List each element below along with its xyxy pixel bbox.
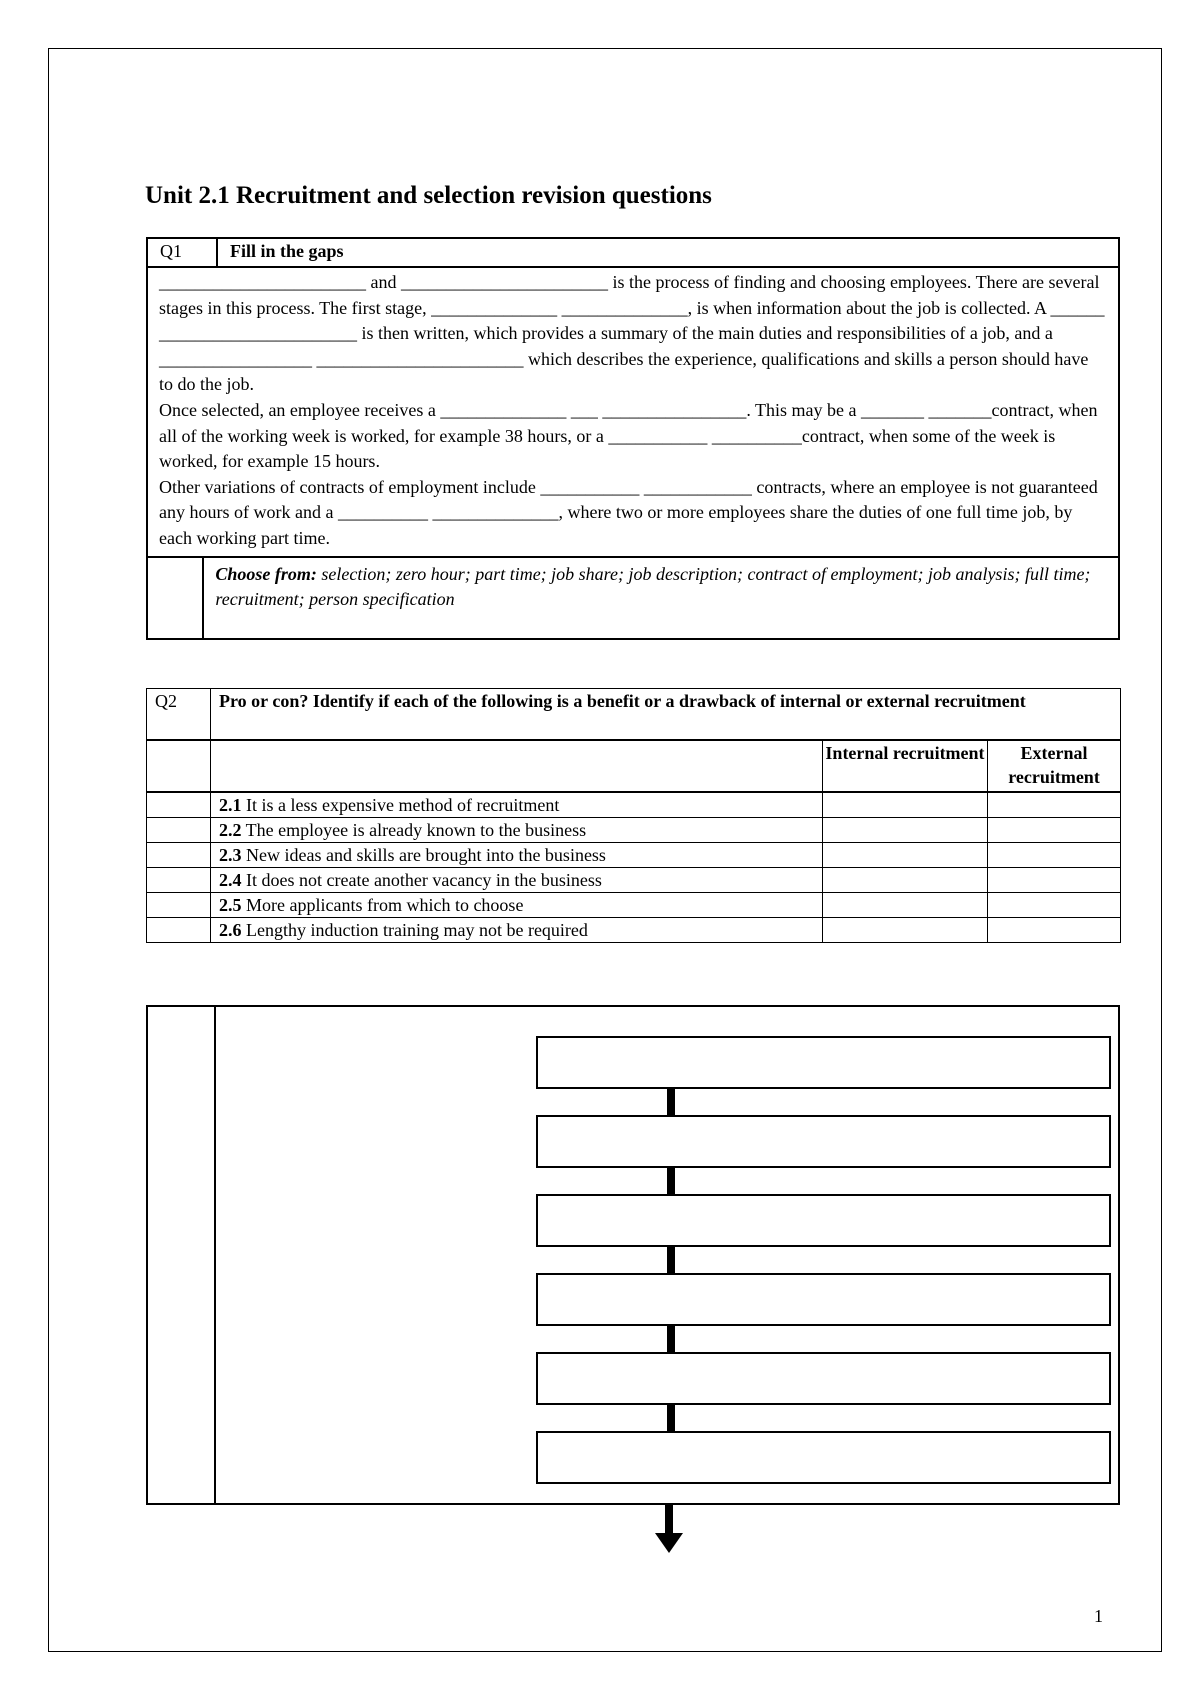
table-row [147, 893, 1121, 918]
col-external-recruitment: External recruitment [988, 740, 1121, 792]
down-arrow-icon [653, 1503, 685, 1555]
q2-heading: Pro or con? Identify if each of the following is a benefit or a drawback of internal or external recruitment [211, 689, 1121, 741]
q1-section [146, 237, 1120, 640]
statement: 2.1 It is a less expensive method of recruitment [211, 792, 823, 818]
internal-answer-cell[interactable] [823, 792, 988, 818]
flowchart-step-box[interactable] [536, 1194, 1111, 1247]
table-row [147, 818, 1121, 843]
internal-answer-cell[interactable] [823, 868, 988, 893]
flowchart-step-box[interactable] [536, 1352, 1111, 1405]
external-answer-cell[interactable] [988, 792, 1121, 818]
q1-heading: Fill in the gaps [230, 241, 344, 261]
statement: 2.3 New ideas and skills are brought into the business [211, 843, 823, 868]
choose-from-words: selection; zero hour; part time; job share; job description; contract of employment; job analysis; full time; recruitment; person specification [215, 564, 1091, 609]
col-internal-recruitment: Internal recruitment [823, 740, 988, 792]
internal-answer-cell[interactable] [823, 818, 988, 843]
flowchart-step-box[interactable] [536, 1431, 1111, 1484]
q1-paragraph: Once selected, an employee receives a ______________ ___ ________________. This may be a _______ _______contract, when all of the working week is worked, for example 38 hours, or a ___________ __________contract, when some of the week is worked, for example 15 hours. [159, 399, 1098, 472]
flowchart-step-box[interactable] [536, 1273, 1111, 1326]
external-answer-cell[interactable] [988, 868, 1121, 893]
q1-word-bank-spacer [148, 558, 204, 640]
q1-word-bank [148, 558, 1118, 640]
q1-header [148, 239, 1118, 268]
q1-paragraph: Other variations of contracts of employment include ___________ ____________ contracts, where an employee is not guaranteed any hours of work and a __________ ______________, where two or more employees share the duties of one full time job, by each working part time. [159, 476, 1098, 548]
flowchart-divider [214, 1007, 216, 1503]
flowchart-step-box[interactable] [536, 1036, 1111, 1089]
table-row [147, 918, 1121, 943]
internal-answer-cell[interactable] [823, 843, 988, 868]
external-answer-cell[interactable] [988, 843, 1121, 868]
q2-table [146, 688, 1121, 943]
external-answer-cell[interactable] [988, 918, 1121, 943]
statement: 2.5 More applicants from which to choose [211, 893, 823, 918]
page-number: 1 [1094, 1606, 1103, 1626]
table-row [147, 868, 1121, 893]
q2-column-header-row [147, 740, 1121, 792]
statement: 2.6 Lengthy induction training may not be required [211, 918, 823, 943]
flowchart-section [146, 1005, 1120, 1505]
q1-paragraph: _______________________ and _______________________ is the process of finding and choosing employees. There are several stages in this process. The first stage, ______________ ______________, is when information about the job is collected. A ______ ______________________ is then written, which provides a summary of the main duties and responsibilities of a job, and a _________________ _______________________ which describes the experience, qualifications and skills a person should have to do the job. [159, 272, 1105, 395]
q2-number: Q2 [147, 689, 211, 741]
table-row [147, 843, 1121, 868]
internal-answer-cell[interactable] [823, 918, 988, 943]
page-title: Unit 2.1 Recruitment and selection revision questions [145, 182, 712, 209]
statement: 2.2 The employee is already known to the business [211, 818, 823, 843]
q1-number: Q1 [148, 239, 218, 266]
internal-answer-cell[interactable] [823, 893, 988, 918]
q2-header-row [147, 689, 1121, 741]
choose-from-label: Choose from: [215, 564, 317, 584]
external-answer-cell[interactable] [988, 893, 1121, 918]
q1-gap-text [148, 268, 1118, 558]
external-answer-cell[interactable] [988, 818, 1121, 843]
statement: 2.4 It does not create another vacancy in the business [211, 868, 823, 893]
table-row [147, 792, 1121, 818]
q1-word-bank-text [204, 558, 1118, 640]
flowchart-step-box[interactable] [536, 1115, 1111, 1168]
